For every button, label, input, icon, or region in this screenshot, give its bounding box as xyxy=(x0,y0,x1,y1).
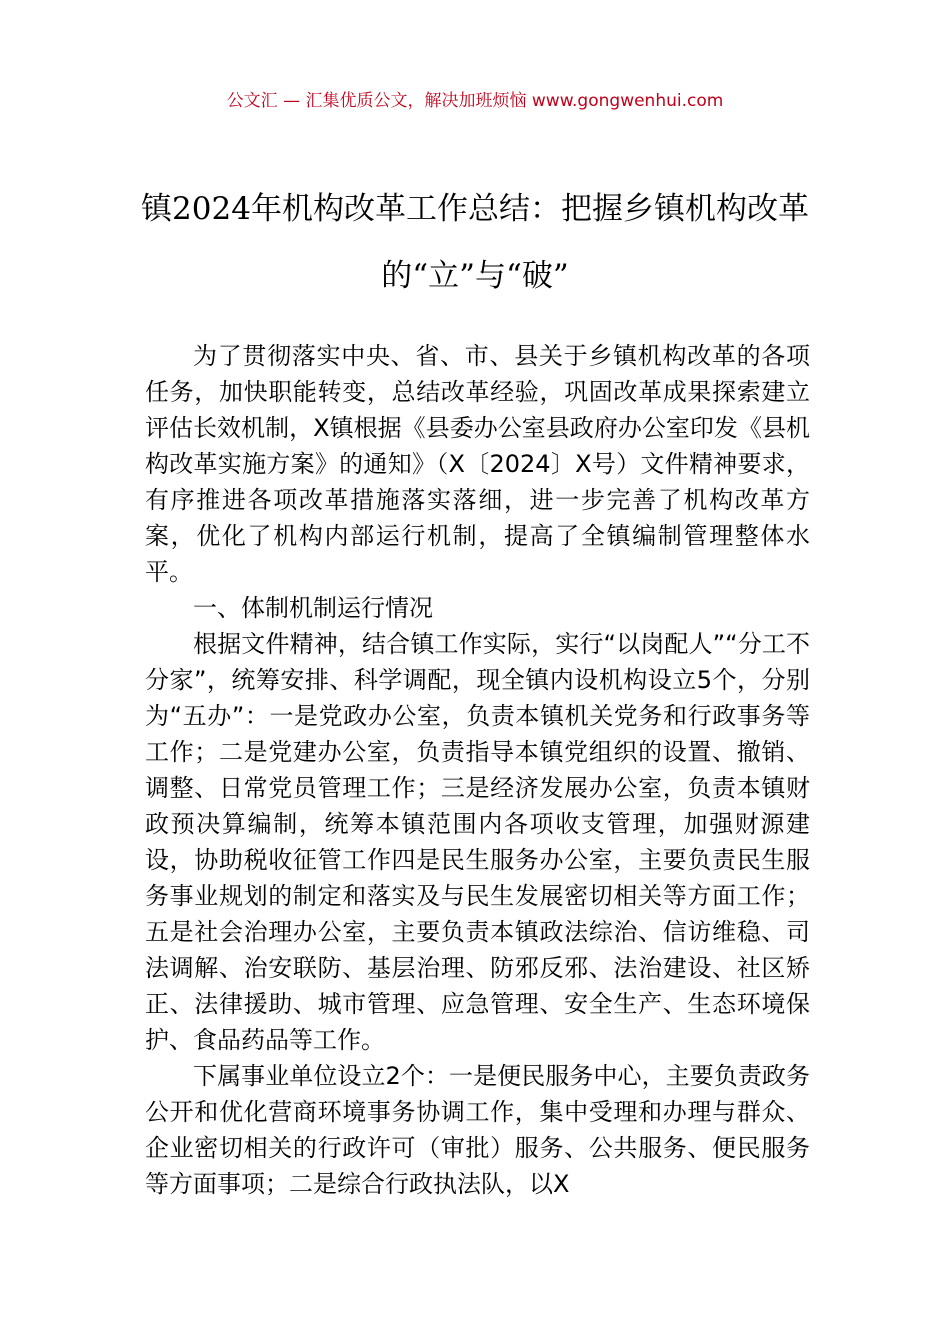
body-paragraph: 下属事业单位设立2个：一是便民服务中心，主要负责政务公开和优化营商环境事务协调工作，集中受理和办理与群众、企业密切相关的行政许可（审批）服务、公共服务、便民服务等方面事项；二是综合行政执法队，以X xyxy=(145,1062,810,1198)
body-paragraph: 根据文件精神，结合镇工作实际，实行“以岗配人”“分工不分家”，统筹安排、科学调配，现全镇内设机构设立5个，分别为“五办”：一是党政办公室，负责本镇机关党务和行政事务等工作；二是党建办公室，负责指导本镇党组织的设置、撤销、调整、日常党员管理工作；三是经济发展办公室，负责本镇财政预决算编制，统筹本镇范围内各项收支管理，加强财源建设，协助税收征管工作四是民生服务办公室，主要负责民生服务事业规划的制定和落实及与民生发展密切相关等方面工作；五是社会治理办公室，主要负责本镇政法综治、信访维稳、司法调解、治安联防、基层治理、防邪反邪、法治建设、社区矫正、法律援助、城市管理、应急管理、安全生产、生态环境保护、食品药品等工作。 xyxy=(145,630,810,1054)
header-banner: 公文汇 — 汇集优质公文，解决加班烦恼 www.gongwenhui.com xyxy=(226,91,724,111)
section-heading: 一、体制机制运行情况 xyxy=(193,594,433,622)
intro-paragraph: 为了贯彻落实中央、省、市、县关于乡镇机构改革的各项任务，加快职能转变，总结改革经验，巩固改革成果探索建立评估长效机制，X镇根据《县委办公室县政府办公室印发《县机构改革实施方案》的通知》（X〔2024〕X号）文件精神要求，有序推进各项改革措施落实落细，进一步完善了机构改革方案，优化了机构内部运行机制，提高了全镇编制管理整体水平。 xyxy=(145,342,810,586)
document-title: 镇2024年机构改革工作总结：把握乡镇机构改革的“立”与“破” xyxy=(141,191,809,294)
document-body xyxy=(145,338,810,1202)
